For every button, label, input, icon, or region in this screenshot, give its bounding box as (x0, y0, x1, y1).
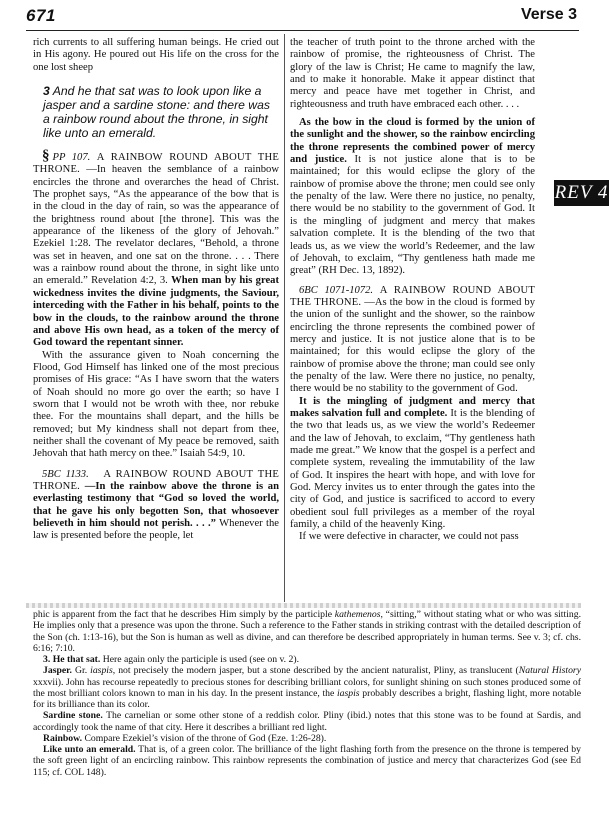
note-sardine-stone: Sardine stone. The carnelian or some other stone of a reddish color. Pliny (ibid.) notes that this stone was to be found at Sardis, and accordingly took the name of that city. Here it describes a brilliant red light. (33, 710, 581, 733)
bow-paragraph: As the bow in the cloud is formed by the union of the sunlight and the shower, so the rainbow encircling the throne represents the combined power of mercy and justice. It is not justice alone that is to be maintained; for this would eclipse the glory of the rainbow of promise above the throne; men could see only the penalty of the law. Were there no justice, no penalty, there would be no stability to the government of God. It is the mingling of judgment and mercy that makes salvation complete. It is the blending of the two that leads us, as we view the world’s Redeemer, and the law of Jehovah, to exclaim, “Thy gentleness hath made me great” (RH Dec. 13, 1892). (290, 117, 536, 277)
column-divider (284, 34, 285, 602)
right-column (290, 37, 535, 544)
quote-title: A RAINBOW ROUND ABOUT THE THRONE. (33, 468, 279, 492)
note-jasper: Jasper. Gr. iaspis, not precisely the modern jasper, but a stone described by the ancient naturalist, Pliny, as translucent (Natural History xxxvii). John has recourse repeatedly to precious stones for describing brilliant colors, for sunlight shining on such stones produced some of the most brilliant colors known to man in his day. In the present instance, the iaspis probably describes a bright, flashing light, more notable for its brilliance than its color. (33, 665, 582, 710)
section-symbol: § (42, 148, 50, 165)
quote-title: A RAINBOW ROUND ABOUT THE THRONE. (290, 284, 535, 308)
note-he-that-sat: 3. He that sat. Here again only the participle is used (see on v. 2). (43, 654, 300, 665)
continuation-paragraph: the teacher of truth point to the throne arched with the rainbow of promise, the righteousness of Christ. The glory of the law is Christ; He came to magnify the law, and to make it honorable. Make it appear distinct that mercy and peace have met together in Christ, and righteousness and truth have embraced each other. . . . (290, 37, 535, 110)
intro-paragraph: rich currents to all suffering human beings. He cried out in His agony. He poured out His life on the cross for the one lost sheep (33, 37, 279, 73)
quote-5bc: 5BC 1133. A RAINBOW ROUND ABOUT THE THRONE. —In the rainbow above the throne is an everlasting testimony that “God so loved the world, that he gave his only begotten Son, that whosoever believeth in him should not perish. . . .” Whenever the law is presented before the people, let (33, 468, 280, 542)
verse-quote (43, 84, 279, 140)
source-ref: 5BC 1133. (42, 468, 89, 480)
noah-paragraph: With the assurance given to Noah concerning the Flood, God Himself has linked one of the most precious promises of His grace: “As I have sworn that the waters of Noah should no more go over the earth; so have I sworn that I would not be wroth with thee, nor rebuke thee. For the mountains shall depart, and the hills be removed; but My kindness shall not depart from thee, neither shall the covenant of My peace be removed, saith Jehovah that hath mercy on thee.” Isaiah 54:9, 10. (33, 349, 279, 460)
header-rule (26, 30, 579, 31)
verse-text: And he that sat was to look upon like a jasper and a sardine stone: and there was a rainbow round about the throne, in sight like unto an emerald. (43, 84, 270, 141)
verse-label: Verse 3 (520, 6, 577, 23)
mingling-paragraph: It is the mingling of judgment and mercy that makes salvation full and complete. It is the blending of the two that leads us, as we view the world’s Redeemer and the law of Jehovah, to exclaim, “Thy gentleness hath made me great.” We know that the gospel is a perfect and complete system, revealing the immutability of the law of God. It inspires the heart with hope, and with love for God. Mercy invites us to enter through the gates into the city of God, and justice is sacrificed to accord to every obedient soul full privileges as a member of the royal family, a child of the heavenly King. (290, 395, 535, 531)
quote-6bc: 6BC 1071-1072. A RAINBOW ROUND ABOUT THE THRONE. —As the bow in the cloud is formed by the union of the sunlight and the shower, so the rainbow encircling the throne represents the combined power of mercy and justice. It is not justice alone that is to be maintained; for this would eclipse the glory of the rainbow of promise above the throne; man could see only the penalty of the law. Were there no justice, no penalty, there would be no stability to the government of God. (290, 284, 536, 395)
note-emerald: Like unto an emerald. That is, of a green color. The brilliance of the light flashing forth from the presence on the throne is tempered by the soft green light of an encircling rainbow. This rainbow represents the combination of justice and mercy that characterizes God (see Ed 115; cf. COL 148). (33, 744, 581, 778)
quote-pp107: § PP 107. A RAINBOW ROUND ABOUT THE THRONE. —In heaven the semblance of a rainbow encircles the throne and overarches the head of Christ. The prophet says, “As the appearance of the bow that is in the cloud in the day of rain, so was the appearance of the brightness round about [the throne]. This was the appearance of the likeness of the glory of Jehovah.” Ezekiel 1:28. The revelator declares, “Behold, a throne was set in heaven, and one sat on the throne. . . . There was a rainbow round about the throne, in sight like unto an emerald.” Revelation 4:2, 3. When man by his great wickedness invites the divine judgments, the Saviour, interceding with the Father in his behalf, points to the bow in the clouds, to the rainbow around the throne and above His own head, as a token of the mercy of God toward the repentant sinner. (33, 148, 280, 349)
note-continuation: phic is apparent from the fact that he describes Him simply by the participle kathemenos, “sitting,” without stating what or who was sitting. He implies only that a presence was upon the throne. Such a reference to the Father stands in striking contrast with the detailed description of the Son (ch. 1:13-16), but the Son is human as well as divine, and can therefore be described appropriately in human terms. See v. 3; cf. chs. 6:16; 7:10. (33, 609, 581, 654)
footnotes (33, 609, 581, 778)
closing-paragraph: If we were defective in character, we could not pass (299, 531, 519, 543)
source-ref: PP 107. (52, 152, 91, 164)
left-column (33, 37, 279, 543)
source-ref: 6BC 1071-1072. (299, 284, 374, 296)
note-rainbow: Rainbow. Compare Ezekiel’s vision of the throne of God (Eze. 1:26-28). (43, 732, 327, 744)
quote-title: A RAINBOW ROUND ABOUT THE THRONE. (33, 152, 279, 176)
verse-number: 3 (43, 84, 50, 99)
page-number: 671 (26, 6, 56, 25)
notes-separator (26, 603, 581, 608)
chapter-tab: REV 4 (554, 180, 609, 206)
